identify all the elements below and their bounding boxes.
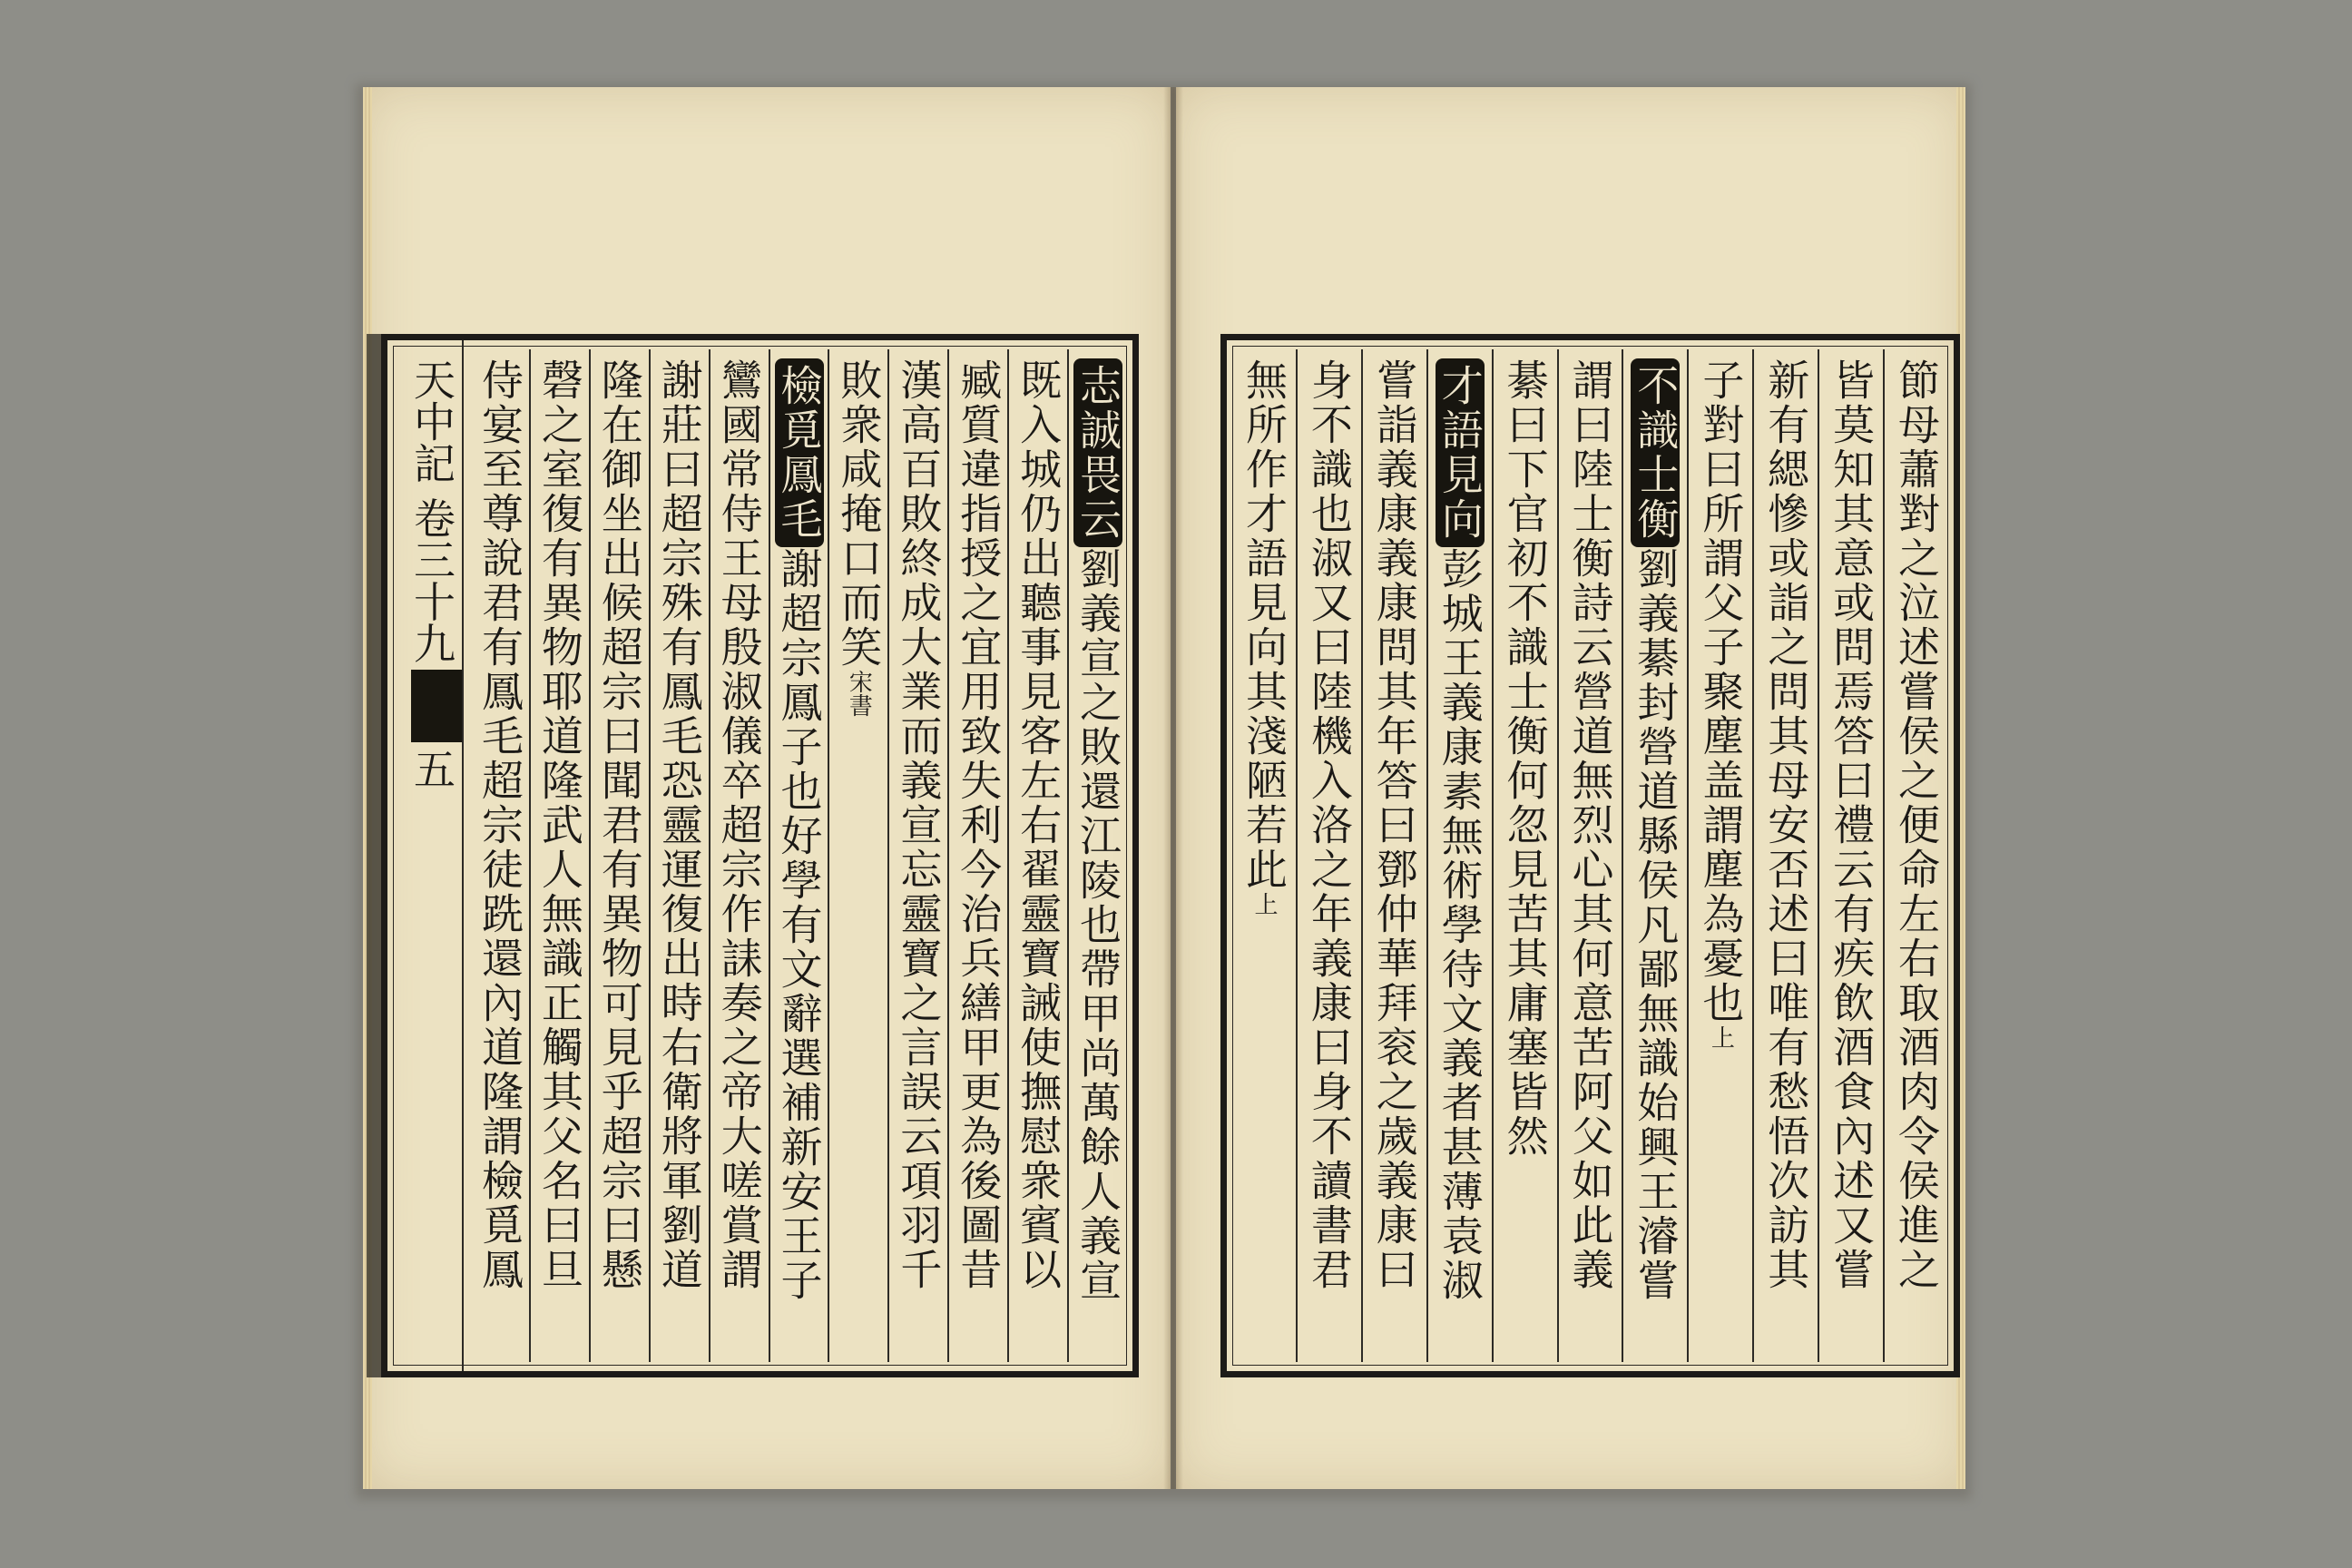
- source-note: 上: [1250, 892, 1278, 916]
- column-content: [1892, 358, 1942, 1292]
- column-content: [1369, 358, 1419, 1292]
- column-content: [775, 358, 824, 1303]
- text-column: [649, 349, 709, 1362]
- source-note: 宋書: [845, 670, 873, 717]
- text-column: [1232, 349, 1296, 1362]
- column-content: [894, 358, 944, 1292]
- column-content: [594, 358, 644, 1292]
- entry-heading-tag: 才語見向: [1436, 358, 1485, 547]
- right-text-columns: [1232, 349, 1948, 1362]
- text-column: [1067, 349, 1127, 1362]
- text-column: [1007, 349, 1067, 1362]
- column-content: [1073, 358, 1122, 1303]
- text-column: [1296, 349, 1361, 1362]
- text-column: [1557, 349, 1622, 1362]
- left-text-columns: [471, 349, 1127, 1362]
- column-text: 劉義宣之敗還江陵也帶甲尚萬餘人義宣: [1073, 547, 1123, 1303]
- right-text-frame: [1220, 334, 1960, 1377]
- text-column: [1687, 349, 1752, 1362]
- text-column: [947, 349, 1007, 1362]
- column-text: 既入城仍出聽事見客左右翟靈寶誡使撫慰衆賓以: [1014, 358, 1063, 1292]
- column-text: 鸞國常侍王母殷淑儀卒超宗作誄奏之帝大嗟賞謂: [714, 358, 764, 1292]
- text-column: [828, 349, 887, 1362]
- column-content: [714, 358, 764, 1292]
- text-column: [769, 349, 828, 1362]
- column-text: 無所作才語見向其淺陋若此: [1239, 358, 1289, 892]
- fold-column: [393, 340, 464, 1371]
- column-text: 侍宴至尊說君有鳳毛超宗徒跣還內道隆謂檢覓鳳: [475, 358, 524, 1292]
- column-text: 綦曰下官初不識士衡何忽見苦其庸塞皆然: [1500, 358, 1550, 1159]
- column-text: 臧質違指授之宜用致失利今治兵繕甲更為後圖昔: [954, 358, 1004, 1292]
- column-text: 磬之室復有異物耶道隆武人無識正觸其父名曰旦: [534, 358, 584, 1292]
- column-content: [1827, 358, 1877, 1292]
- entry-heading-tag: 檢覓鳳毛: [775, 358, 824, 547]
- text-column: [709, 349, 769, 1362]
- column-text: 隆在御坐出候超宗曰聞君有異物可見乎超宗曰懸: [594, 358, 644, 1292]
- column-content: [1631, 358, 1680, 1303]
- text-column: [1883, 349, 1948, 1362]
- column-content: [534, 358, 584, 1292]
- fishtail-mark: [411, 670, 462, 742]
- column-content: [1500, 358, 1550, 1159]
- column-text: 謂曰陸士衡詩云營道無烈心其何意苦阿父如此義: [1565, 358, 1615, 1292]
- text-column: [589, 349, 649, 1362]
- column-text: 嘗詣義康義康問其年答曰鄧仲華拜衮之歲義康曰: [1369, 358, 1419, 1292]
- text-column: [1426, 349, 1492, 1362]
- column-content: [1565, 358, 1615, 1292]
- source-note: 上: [1707, 1025, 1735, 1049]
- entry-heading-tag: 不識士衡: [1631, 358, 1680, 547]
- column-text: 謝莊曰超宗殊有鳳毛恐靈運復出時右衛將軍劉道: [654, 358, 704, 1292]
- left-text-frame: [381, 334, 1139, 1377]
- text-column: [1752, 349, 1818, 1362]
- column-text: 子對曰所謂父子聚塵盖謂塵為憂也: [1696, 358, 1746, 1025]
- column-content: [475, 358, 524, 1292]
- entry-heading-tag: 志誠畏云: [1073, 358, 1122, 547]
- column-content: [654, 358, 704, 1292]
- column-text: 漢高百敗終成大業而義宣忘靈寶之言誤云項羽千: [894, 358, 944, 1292]
- fold-title: 天中記 卷三十九: [407, 358, 456, 664]
- column-content: [1696, 358, 1746, 1049]
- column-content: [834, 358, 884, 717]
- column-content: [1436, 358, 1485, 1303]
- column-content: [1304, 358, 1354, 1292]
- column-text: 敗衆咸掩口而笑: [834, 358, 884, 670]
- book-gutter: [1163, 87, 1183, 1489]
- fold-page-number: 五: [407, 747, 456, 789]
- column-text: 劉義綦封營道縣侯凡鄙無識始興王濬嘗: [1631, 547, 1681, 1303]
- column-text: 謝超宗鳳子也好學有文辭選補新安王子: [774, 547, 824, 1303]
- text-column: [471, 349, 529, 1362]
- column-text: 節母蕭對之泣述嘗侯之便命左右取酒肉令侯進之: [1892, 358, 1942, 1292]
- text-column: [529, 349, 589, 1362]
- text-column: [1622, 349, 1687, 1362]
- text-column: [1492, 349, 1557, 1362]
- column-content: [1014, 358, 1063, 1292]
- column-content: [1239, 358, 1289, 916]
- column-content: [954, 358, 1004, 1292]
- text-column: [1361, 349, 1426, 1362]
- text-column: [1818, 349, 1883, 1362]
- column-text: 身不識也淑又曰陸機入洛之年義康曰身不讀書君: [1304, 358, 1354, 1292]
- column-text: 皆莫知其意或問焉答曰禮云有疾飲酒食內述又嘗: [1827, 358, 1877, 1292]
- column-text: 彭城王義康素無術學待文義者甚薄袁淑: [1435, 547, 1485, 1303]
- column-text: 新有緦慘或詣之問其母安否述曰唯有愁悟次訪其: [1761, 358, 1811, 1292]
- text-column: [887, 349, 947, 1362]
- column-content: [1761, 358, 1811, 1292]
